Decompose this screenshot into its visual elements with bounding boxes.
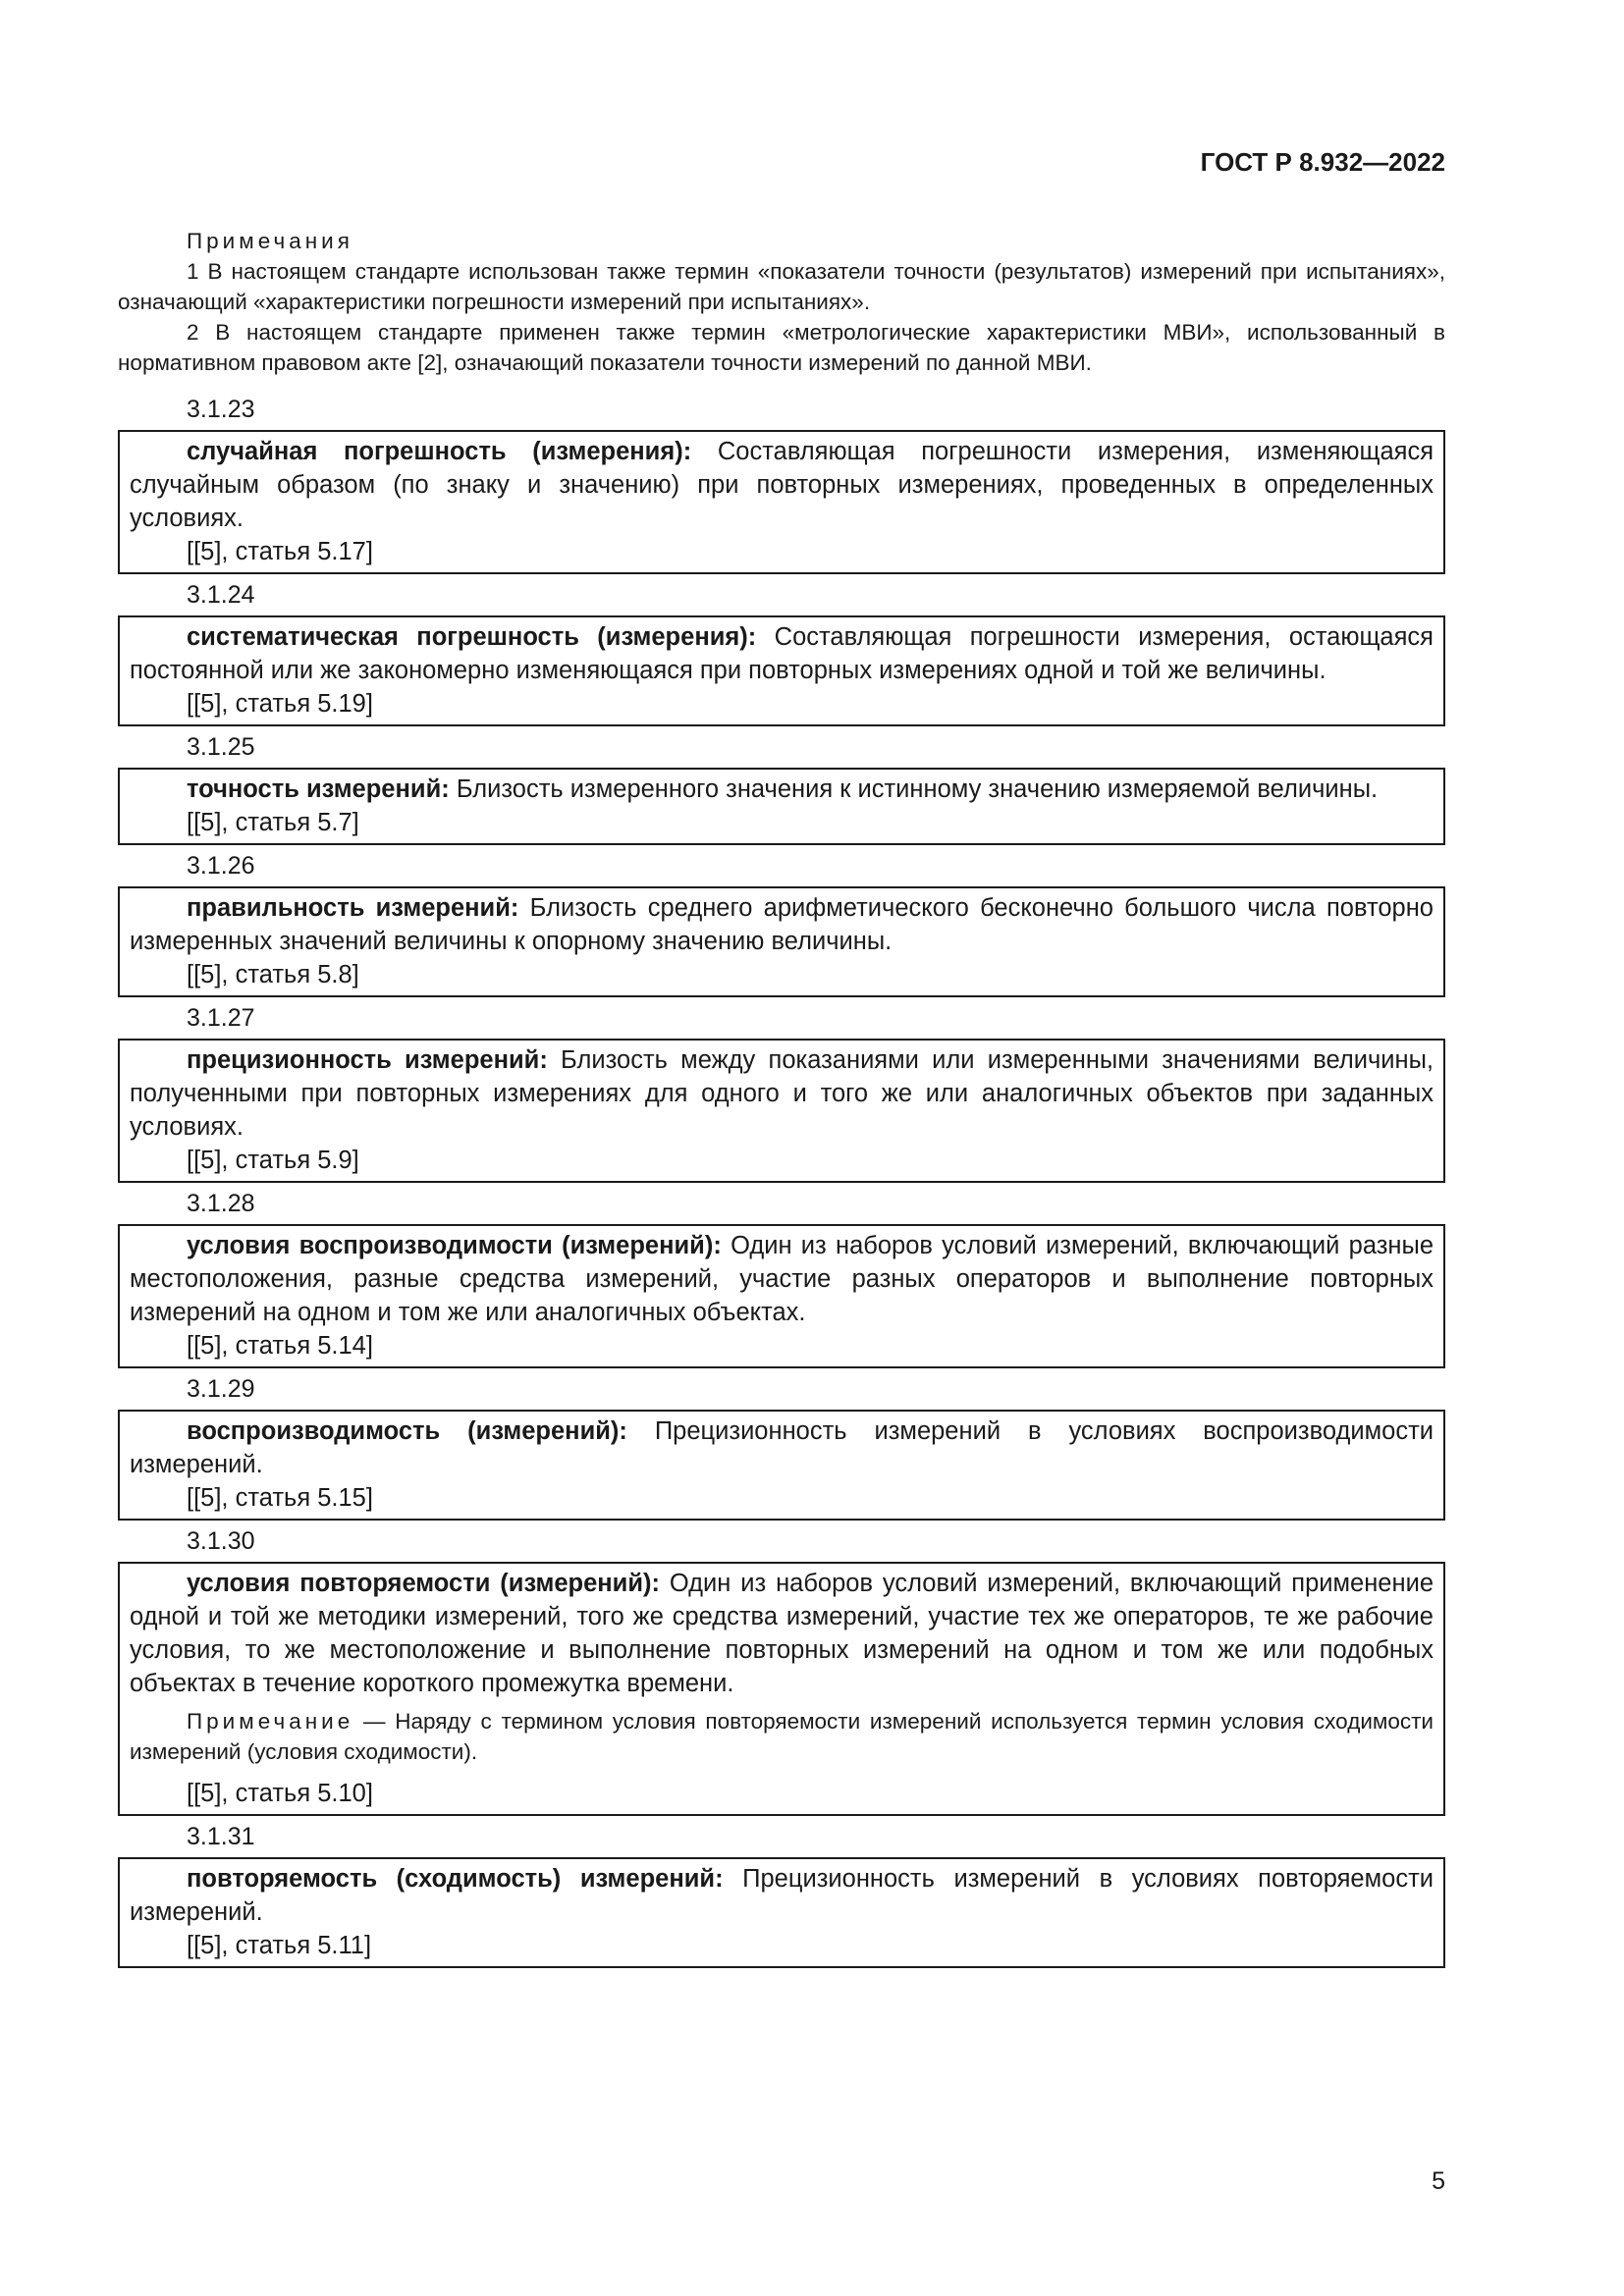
term-name: воспроизводимость (измерений): bbox=[187, 1417, 627, 1445]
term-number: 3.1.27 bbox=[187, 1004, 255, 1032]
term-name: правильность измерений: bbox=[187, 894, 519, 922]
term-note bbox=[130, 1706, 1434, 1767]
term-number: 3.1.23 bbox=[187, 396, 255, 423]
term-source: [[5], статья 5.8] bbox=[187, 961, 359, 988]
term-number: 3.1.30 bbox=[187, 1527, 255, 1555]
term-source: [[5], статья 5.19] bbox=[187, 690, 373, 718]
term-text: Близость между показаниями или измеренными значениями величины, полученными при повторных измерениях для одного и того же или аналогичных объектов при заданных условиях. bbox=[130, 1046, 1434, 1141]
term-source: [[5], статья 5.15] bbox=[187, 1484, 373, 1512]
term-number: 3.1.29 bbox=[187, 1375, 255, 1403]
note-item: 2 В настоящем стандарте применен также термин «метрологические характеристики МВИ», использованный в нормативном правовом акте [2], означающий показатели точности измерений по данной МВИ. bbox=[118, 320, 1445, 375]
term-source: [[5], статья 5.7] bbox=[187, 809, 359, 836]
term-source: [[5], статья 5.9] bbox=[187, 1147, 359, 1174]
term-text: Один из наборов условий измерений, включающий применение одной и той же методики измерений, того же средства измерений, участие тех же операторов, те же рабочие условия, то же местоположение и выполнение повторных измерений на одном и том же или подобных объектах в течение короткого промежутка времени. bbox=[130, 1570, 1434, 1697]
terms-list bbox=[118, 393, 1445, 1972]
term-text: Прецизионность измерений в условиях повторяемости измерений. bbox=[130, 1865, 1434, 1926]
term-box bbox=[118, 615, 1445, 726]
term-text: Составляющая погрешности измерения, остающаяся постоянной или же закономерно изменяющаяся при повторных измерениях одной и той же величины. bbox=[130, 623, 1434, 684]
page-number: 5 bbox=[1432, 2167, 1445, 2195]
term-definition bbox=[130, 1567, 1434, 1700]
term-definition bbox=[130, 1415, 1434, 1481]
term-text: Прецизионность измерений в условиях воспроизводимости измерений. bbox=[130, 1417, 1434, 1478]
term-definition bbox=[130, 620, 1434, 687]
term-box bbox=[118, 1857, 1445, 1968]
term-box bbox=[118, 1039, 1445, 1183]
term-definition bbox=[130, 435, 1434, 535]
term-name: точность измерений: bbox=[187, 775, 450, 803]
term-definition bbox=[130, 1229, 1434, 1329]
term-name: прецизионность измерений: bbox=[187, 1046, 548, 1074]
term-name: условия повторяемости (измерений): bbox=[187, 1570, 661, 1597]
term-number: 3.1.31 bbox=[187, 1823, 255, 1850]
term-note-label: Примечание bbox=[187, 1709, 354, 1734]
term-box bbox=[118, 1410, 1445, 1521]
term-box bbox=[118, 1224, 1445, 1368]
term-definition bbox=[130, 773, 1434, 806]
term-note-text: — Наряду с термином условия повторяемости измерений используется термин условия сходимости измерений (условия сходимости). bbox=[130, 1709, 1434, 1764]
term-definition bbox=[130, 891, 1434, 958]
term-number: 3.1.28 bbox=[187, 1190, 255, 1217]
note-item: 1 В настоящем стандарте использован также термин «показатели точности (результатов) измерений при испытаниях», означающий «характеристики погрешности измерений при испытаниях». bbox=[118, 259, 1445, 314]
term-number: 3.1.24 bbox=[187, 581, 255, 609]
term-number: 3.1.25 bbox=[187, 733, 255, 761]
term-source: [[5], статья 5.11] bbox=[187, 1932, 372, 1959]
term-text: Близость измеренного значения к истинному значению измеряемой величины. bbox=[449, 775, 1379, 803]
term-box bbox=[118, 886, 1445, 997]
notes-title: Примечания bbox=[187, 229, 353, 253]
term-source: [[5], статья 5.17] bbox=[187, 538, 373, 565]
term-text: Один из наборов условий измерений, включающий разные местоположения, разные средства измерений, участие разных операторов и выполнение повторных измерений на одном и том же или аналогичных объектах. bbox=[130, 1232, 1435, 1326]
term-box bbox=[118, 430, 1445, 574]
term-name: случайная погрешность (измерения): bbox=[187, 438, 692, 465]
term-box bbox=[118, 768, 1445, 845]
term-source: [[5], статья 5.14] bbox=[187, 1332, 373, 1360]
term-text: Составляющая погрешности измерения, изменяющаяся случайным образом (по знаку и значению) при повторных измерениях, проведенных в определенных условиях. bbox=[130, 438, 1435, 532]
term-definition bbox=[130, 1862, 1434, 1929]
term-definition bbox=[130, 1043, 1434, 1144]
term-name: повторяемость (сходимость) измерений: bbox=[187, 1865, 724, 1893]
standard-header: ГОСТ Р 8.932—2022 bbox=[1200, 147, 1445, 177]
term-source: [[5], статья 5.10] bbox=[187, 1780, 373, 1807]
term-box bbox=[118, 1562, 1445, 1816]
term-name: условия воспроизводимости (измерений): bbox=[187, 1232, 722, 1259]
term-name: систематическая погрешность (измерения): bbox=[187, 623, 757, 651]
term-number: 3.1.26 bbox=[187, 852, 255, 880]
notes-block bbox=[118, 226, 1445, 378]
term-text: Близость среднего арифметического бесконечно большого числа повторно измеренных значений величины к опорному значению величины. bbox=[130, 894, 1434, 955]
